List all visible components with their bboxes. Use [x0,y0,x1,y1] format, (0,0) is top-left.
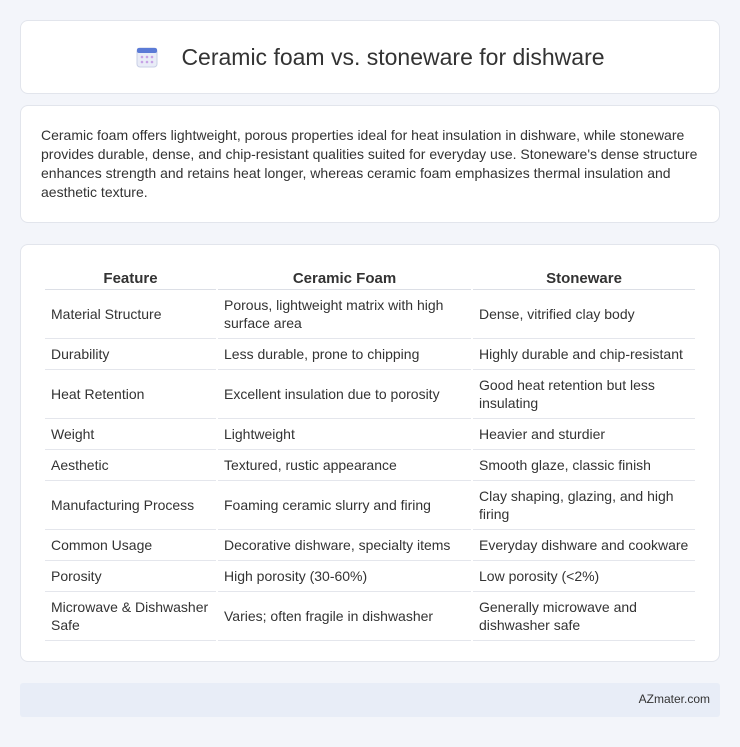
footer [20,683,720,717]
table-cell: Dense, vitrified clay body [473,290,695,339]
table-cell: Less durable, prone to chipping [218,339,471,370]
table-cell: Heavier and sturdier [473,419,695,450]
header-ceramic-foam: Ceramic Foam [218,265,471,290]
header-stoneware: Stoneware [473,265,695,290]
table-cell: Varies; often fragile in dishwasher [218,592,471,641]
table-row [45,290,695,339]
table-cell: Porous, lightweight matrix with high surface area [218,290,471,339]
table-cell: Durability [45,339,216,370]
table-row [45,339,695,370]
table-cell: Decorative dishware, specialty items [218,530,471,561]
table-cell: Textured, rustic appearance [218,450,471,481]
table-cell: Aesthetic [45,450,216,481]
summary-card [20,105,720,223]
table-row [45,450,695,481]
table-cell: Common Usage [45,530,216,561]
table-cell: Manufacturing Process [45,481,216,530]
table-row [45,592,695,641]
table-row [45,561,695,592]
table-cell: Porosity [45,561,216,592]
table-row [45,419,695,450]
table-cell: Lightweight [218,419,471,450]
table-cell: Weight [45,419,216,450]
table-cell: Low porosity (<2%) [473,561,695,592]
page-title: Ceramic foam vs. stoneware for dishware [181,43,605,70]
calendar-icon [135,45,159,69]
table-cell: Foaming ceramic slurry and firing [218,481,471,530]
table-cell: Material Structure [45,290,216,339]
footer-brand[interactable]: AZmater.com [638,692,710,706]
table-header-row [45,265,695,290]
table-cell: Everyday dishware and cookware [473,530,695,561]
title-card [20,20,720,94]
table-cell: High porosity (30-60%) [218,561,471,592]
table-cell: Generally microwave and dishwasher safe [473,592,695,641]
table-cell: Clay shaping, glazing, and high firing [473,481,695,530]
table-row [45,481,695,530]
table-cell: Good heat retention but less insulating [473,370,695,419]
comparison-table [43,265,697,641]
header-feature: Feature [45,265,216,290]
table-row [45,370,695,419]
table-row [45,530,695,561]
table-cell: Smooth glaze, classic finish [473,450,695,481]
table-cell: Microwave & Dishwasher Safe [45,592,216,641]
comparison-table-card [20,244,720,662]
table-cell: Highly durable and chip-resistant [473,339,695,370]
summary-text: Ceramic foam offers lightweight, porous properties ideal for heat insulation in dishware, while stoneware provides durable, dense, and chip-resistant qualities suited for everyday use. Stoneware's dense structure enhances strength and retains heat longer, whereas ceramic foam emphasizes thermal insulation and aesthetic texture. [41,127,698,200]
table-cell: Excellent insulation due to porosity [218,370,471,419]
table-cell: Heat Retention [45,370,216,419]
